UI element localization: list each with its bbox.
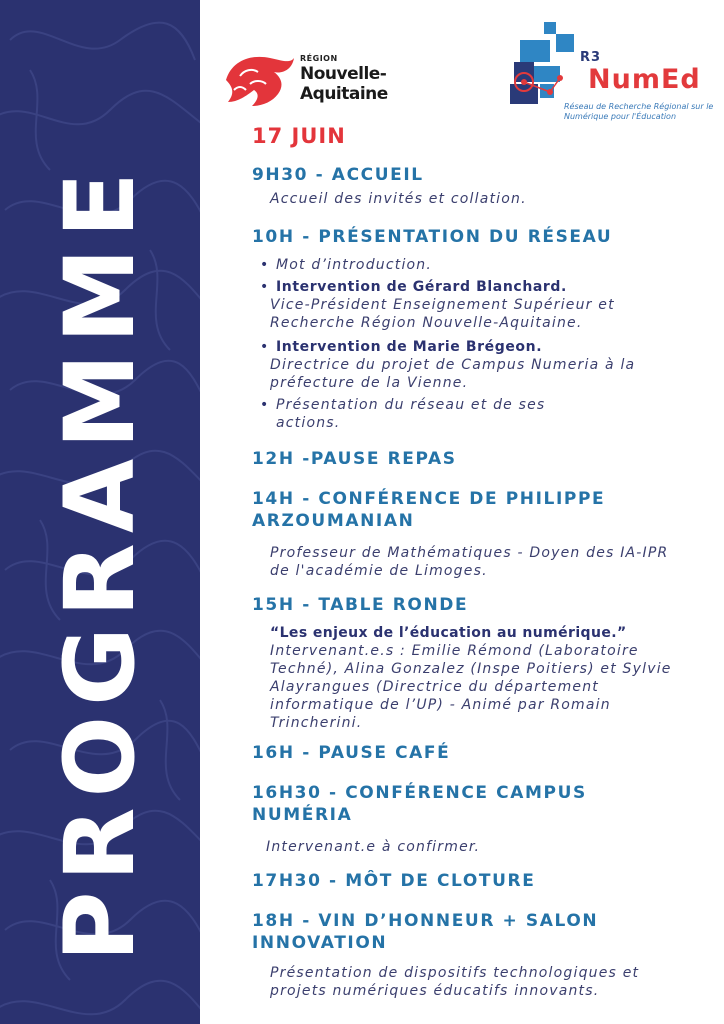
agenda-item-title-continued: ARZOUMANIAN	[252, 511, 415, 531]
agenda-item-title: 14H - CONFÉRENCE DE PHILIPPE	[252, 489, 606, 509]
logo-tagline: Réseau de Recherche Régional sur le Numérique pour l'Éducation	[564, 102, 714, 121]
lion-icon	[222, 50, 296, 114]
r3-numed-logo	[500, 20, 715, 130]
list-item: • Présentation du réseau et de ses actions.	[276, 396, 606, 432]
agenda-item-title: 16H - PAUSE CAFÉ	[252, 743, 451, 763]
speaker-name: Intervention de Gérard Blanchard.	[276, 279, 567, 295]
agenda-item-title: 16H30 - CONFÉRENCE CAMPUS	[252, 783, 587, 803]
event-date: 17 JUIN	[252, 124, 346, 148]
agenda-item-description: Professeur de Mathématiques - Doyen des IA-IPR de l'académie de Limoges.	[270, 545, 669, 579]
programme-vertical-title: PROGRAMME	[44, 162, 156, 962]
logo-numed-label: NumEd	[588, 64, 701, 95]
agenda-item-title: 17H30 - MÔT DE CLOTURE	[252, 871, 536, 891]
agenda-item-title-continued: NUMÉRIA	[252, 805, 353, 825]
agenda-item-title: 10H - PRÉSENTATION DU RÉSEAU	[252, 227, 613, 247]
agenda-item-description: Présentation de dispositifs technologiques et projets numériques éducatifs innovants.	[270, 965, 640, 999]
list-item: • Mot d’introduction.	[276, 256, 676, 274]
round-table-quote: “Les enjeux de l’éducation au numérique.”	[270, 625, 627, 641]
puzzle-network-icon	[504, 22, 584, 108]
round-table-theme	[270, 624, 690, 642]
logo-region-label: RÉGION	[300, 54, 338, 63]
speaker-role: Vice-Président Enseignement Supérieur et Recherche Région Nouvelle-Aquitaine.	[270, 297, 615, 331]
sidebar-banner	[0, 0, 200, 1024]
list-item	[276, 338, 676, 356]
speaker-role: Directrice du projet de Campus Numeria à la préfecture de la Vienne.	[270, 357, 636, 391]
agenda-item-title-continued: INNOVATION	[252, 933, 388, 953]
nouvelle-aquitaine-logo	[222, 46, 402, 116]
agenda-item-description: Intervenant.e à confirmer.	[266, 839, 481, 855]
speaker-name: Intervention de Marie Brégeon.	[276, 339, 543, 355]
agenda-item-description: Intervenant.e.s : Emilie Rémond (Laboratoire Techné), Alina Gonzalez (Inspe Poitiers) et Sylvie Alayrangues (Directrice du département informatique de l’UP) - Animé par Romain Trincherini.	[270, 643, 672, 731]
agenda-item-title: 9H30 - ACCUEIL	[252, 165, 424, 185]
list-item	[276, 278, 676, 296]
logo-name-line1: Nouvelle-	[300, 64, 387, 84]
logo-name-line2: Aquitaine	[300, 84, 388, 104]
logo-r3-label: R3	[580, 50, 602, 65]
agenda-item-title: 18H - VIN D’HONNEUR + SALON	[252, 911, 599, 931]
agenda-item-title: 12H -PAUSE REPAS	[252, 449, 457, 469]
agenda-item-description: Accueil des invités et collation.	[270, 191, 527, 207]
agenda-item-title: 15H - TABLE RONDE	[252, 595, 469, 615]
